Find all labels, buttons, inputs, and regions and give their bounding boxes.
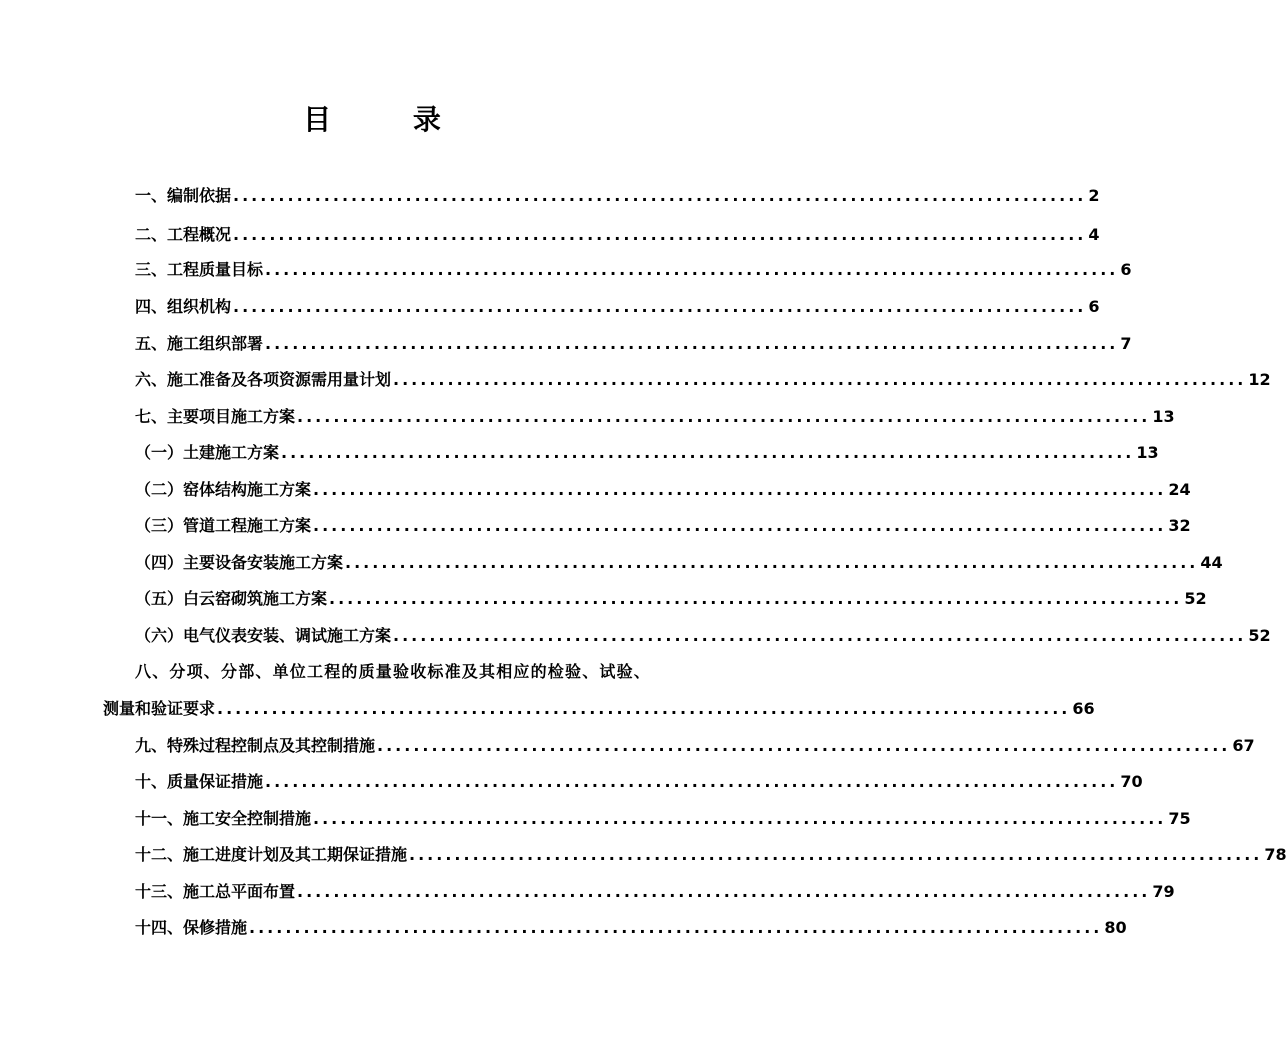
dot-leader: ..............................................................................................	[265, 260, 1119, 279]
toc-entry-label: （三）管道工程施工方案	[135, 516, 312, 535]
toc-entry-label: 五、施工组织部署	[135, 334, 264, 353]
toc-entry-label: 六、施工准备及各项资源需用量计划	[135, 370, 392, 389]
toc-page-number: 79	[1152, 882, 1175, 901]
dot-leader: ..............................................................................................	[377, 736, 1231, 755]
toc-page-number: 52	[1184, 589, 1207, 608]
toc-page-number: 32	[1168, 516, 1191, 535]
toc-entry[interactable]	[135, 443, 1159, 463]
dot-leader: ..............................................................................................	[297, 882, 1151, 901]
toc-entry-label: 十二、施工进度计划及其工期保证措施	[135, 845, 408, 864]
page-title: 目 录	[303, 103, 477, 136]
toc-entry-label: （五）白云窑砌筑施工方案	[135, 589, 328, 608]
toc-entry-label: （一）土建施工方案	[135, 443, 280, 462]
toc-entry-label: （二）窑体结构施工方案	[135, 480, 312, 499]
toc-page-number: 70	[1120, 772, 1143, 791]
toc-entry[interactable]	[135, 845, 1287, 865]
toc-entry[interactable]	[135, 370, 1271, 390]
toc-entry-label: 十四、保修措施	[135, 918, 248, 937]
toc-page-number: 4	[1088, 225, 1100, 244]
dot-leader: ..............................................................................................	[393, 626, 1247, 645]
toc-page-number: 78	[1264, 845, 1287, 864]
toc-entry-label: 九、特殊过程控制点及其控制措施	[135, 736, 376, 755]
toc-entry-label: 四、组织机构	[135, 297, 232, 316]
toc-page-number: 6	[1088, 297, 1100, 316]
toc-entry[interactable]	[103, 699, 1095, 719]
toc-page-number: 52	[1248, 626, 1271, 645]
toc-entry-label: 七、主要项目施工方案	[135, 407, 296, 426]
toc-entry[interactable]	[135, 918, 1127, 938]
dot-leader: ..............................................................................................	[313, 480, 1167, 499]
dot-leader: ..............................................................................................	[393, 370, 1247, 389]
toc-entry[interactable]	[135, 480, 1191, 500]
toc-page-number: 67	[1232, 736, 1255, 755]
toc-entry[interactable]	[135, 772, 1143, 792]
toc-entry[interactable]	[135, 225, 1100, 245]
toc-entry[interactable]	[135, 553, 1223, 573]
dot-leader: ..............................................................................................	[281, 443, 1135, 462]
toc-page-number: 66	[1072, 699, 1095, 718]
toc-page-number: 13	[1136, 443, 1159, 462]
toc-entry-label: 二、工程概况	[135, 225, 232, 244]
toc-page-number: 44	[1200, 553, 1223, 572]
toc-entry[interactable]	[135, 407, 1175, 427]
toc-page-number: 6	[1120, 260, 1132, 279]
toc-entry[interactable]	[135, 809, 1191, 829]
toc-entry-label: 测量和验证要求	[103, 699, 216, 718]
dot-leader: ..............................................................................................	[233, 186, 1087, 205]
dot-leader: ..............................................................................................	[217, 699, 1071, 718]
toc-entry-label: （四）主要设备安装施工方案	[135, 553, 344, 572]
toc-page-number: 2	[1088, 186, 1100, 205]
dot-leader: ..............................................................................................	[249, 918, 1103, 937]
toc-entry-label-line1[interactable]: 八、分项、分部、单位工程的质量验收标准及其相应的检验、试验、	[135, 662, 652, 681]
dot-leader: ..............................................................................................	[313, 516, 1167, 535]
toc-entry[interactable]	[135, 186, 1100, 206]
toc-entry[interactable]	[135, 297, 1100, 317]
toc-entry[interactable]	[135, 589, 1207, 609]
toc-entry[interactable]	[135, 736, 1255, 756]
dot-leader: ..............................................................................................	[409, 845, 1263, 864]
toc-page-number: 12	[1248, 370, 1271, 389]
toc-page-number: 75	[1168, 809, 1191, 828]
toc-entry-label: （六）电气仪表安装、调试施工方案	[135, 626, 392, 645]
toc-entry-label: 十一、施工安全控制措施	[135, 809, 312, 828]
dot-leader: ..............................................................................................	[297, 407, 1151, 426]
dot-leader: ..............................................................................................	[329, 589, 1183, 608]
dot-leader: ..............................................................................................	[233, 297, 1087, 316]
dot-leader: ..............................................................................................	[345, 553, 1199, 572]
toc-entry[interactable]	[135, 516, 1191, 536]
dot-leader: ..............................................................................................	[265, 334, 1119, 353]
toc-page-number: 13	[1152, 407, 1175, 426]
toc-entry-label: 三、工程质量目标	[135, 260, 264, 279]
dot-leader: ..............................................................................................	[313, 809, 1167, 828]
dot-leader: ..............................................................................................	[265, 772, 1119, 791]
toc-page-number: 80	[1104, 918, 1127, 937]
toc-entry[interactable]	[135, 334, 1132, 354]
toc-entry-label: 十三、施工总平面布置	[135, 882, 296, 901]
toc-entry[interactable]	[135, 626, 1271, 646]
toc-entry-label: 一、编制依据	[135, 186, 232, 205]
toc-entry[interactable]	[135, 260, 1132, 280]
toc-entry-label: 十、质量保证措施	[135, 772, 264, 791]
toc-page-number: 24	[1168, 480, 1191, 499]
toc-entry[interactable]	[135, 882, 1175, 902]
dot-leader: ..............................................................................................	[233, 225, 1087, 244]
toc-page-number: 7	[1120, 334, 1132, 353]
